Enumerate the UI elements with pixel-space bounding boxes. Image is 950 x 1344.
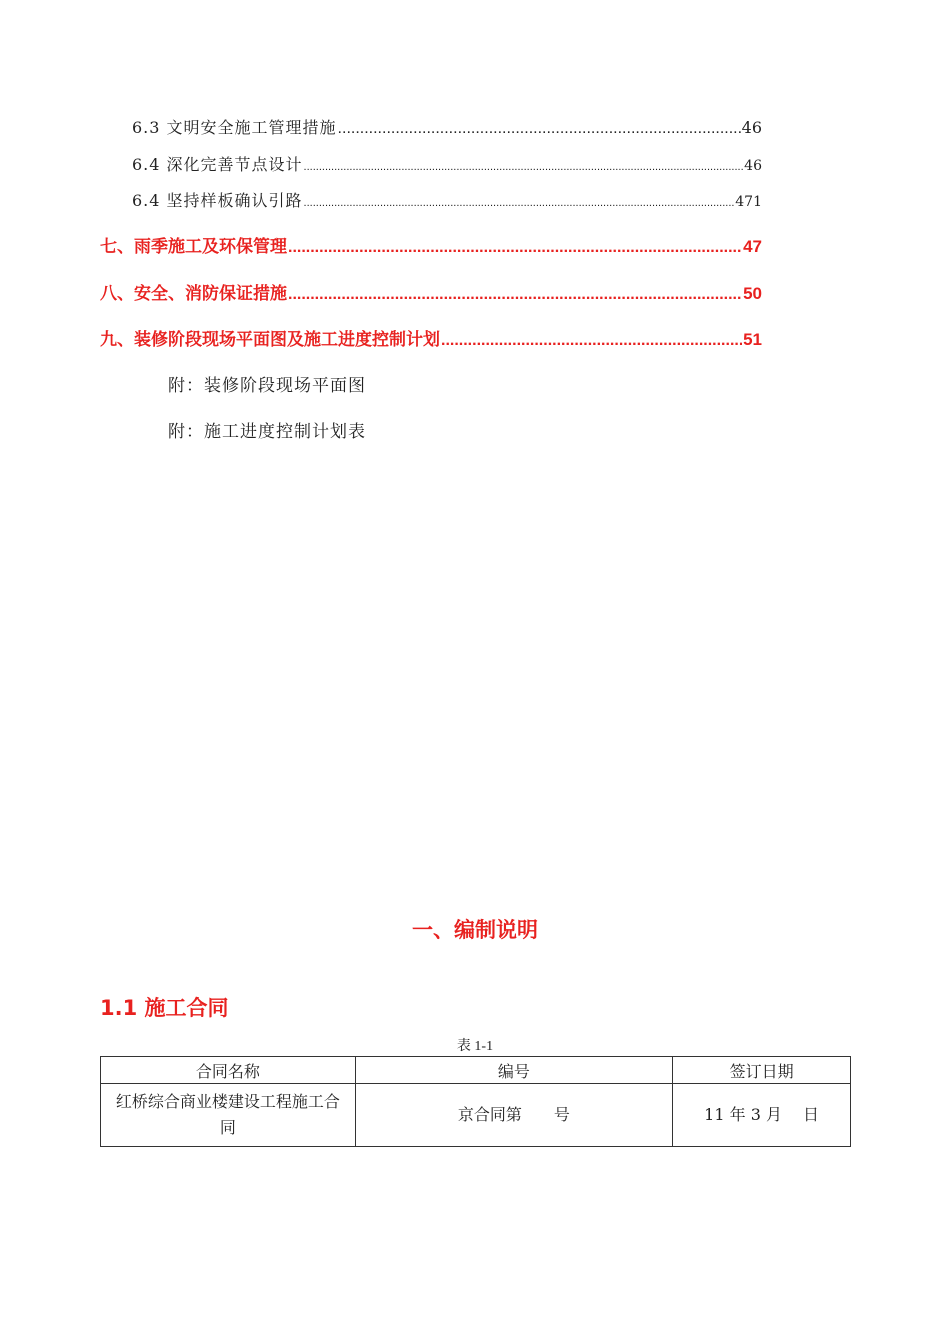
toc-leader-dots xyxy=(338,120,741,138)
toc-chapter-page: 47 xyxy=(743,237,762,256)
toc-entry-6-3[interactable] xyxy=(132,115,762,138)
toc-entry-title: 6.4 深化完善节点设计 xyxy=(132,155,303,174)
table-caption: 表 1-1 xyxy=(456,1039,494,1054)
header-contract-name: 合同名称 xyxy=(101,1057,356,1084)
cell-contract-name: 红桥综合商业楼建设工程施工合同 xyxy=(101,1084,356,1147)
toc-entry-page: 46 xyxy=(744,158,762,174)
toc-leader-dots xyxy=(304,197,735,209)
table-header-row xyxy=(101,1057,851,1084)
toc-attachment-schedule: 附：施工进度控制计划表 xyxy=(168,422,366,442)
toc-entry-6-4-design[interactable] xyxy=(132,152,762,175)
toc-chapter-page: 50 xyxy=(743,284,762,303)
toc-entry-page: 46 xyxy=(741,118,762,137)
toc-chapter-8[interactable] xyxy=(100,279,762,304)
table-row xyxy=(101,1084,851,1147)
toc-entry-title: 6.3 文明安全施工管理措施 xyxy=(132,118,337,137)
toc-entry-page: 471 xyxy=(735,194,762,210)
toc-chapter-7[interactable] xyxy=(100,232,762,257)
toc-chapter-page: 51 xyxy=(743,330,762,349)
toc-leader-dots xyxy=(304,161,744,173)
cell-number: 京合同第 号 xyxy=(355,1084,673,1147)
cell-sign-date: 11 年 3 月 日 xyxy=(673,1084,851,1147)
contract-table xyxy=(100,1056,851,1147)
subsection-heading: 1.1 施工合同 xyxy=(100,996,229,1020)
toc-leader-dots xyxy=(288,286,742,304)
toc-chapter-title: 七、雨季施工及环保管理 xyxy=(100,237,287,257)
toc-leader-dots xyxy=(288,239,742,257)
header-sign-date: 签订日期 xyxy=(673,1057,851,1084)
toc-attachment-site-plan: 附：装修阶段现场平面图 xyxy=(168,376,366,396)
toc-leader-dots xyxy=(441,332,742,350)
toc-chapter-title: 八、安全、消防保证措施 xyxy=(100,284,287,304)
toc-entry-6-4-sample[interactable] xyxy=(132,188,762,211)
toc-chapter-9[interactable] xyxy=(100,325,762,350)
section-heading: 一、编制说明 xyxy=(412,918,538,942)
toc-chapter-title: 九、装修阶段现场平面图及施工进度控制计划 xyxy=(100,330,440,350)
toc-entry-title: 6.4 坚持样板确认引路 xyxy=(132,191,303,210)
header-number: 编号 xyxy=(355,1057,673,1084)
